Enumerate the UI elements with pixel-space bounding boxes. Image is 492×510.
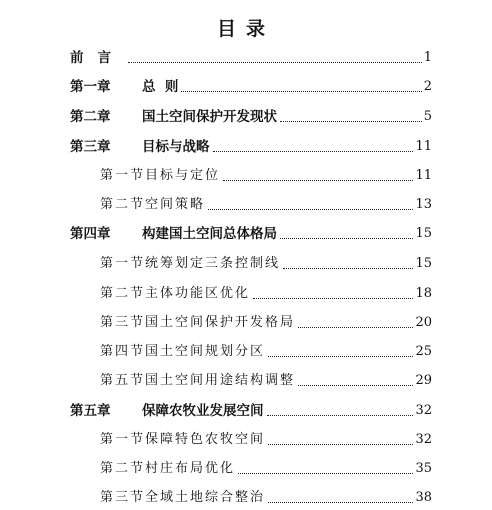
dot-leader [268,443,413,445]
toc-entry-name: 构建国土空间总体格局 [142,226,277,242]
dot-leader [280,120,422,122]
toc-page-number: 15 [415,226,432,241]
dot-leader [128,61,422,63]
toc-entry-name: 目标与战略 [142,139,210,155]
toc-entry-name: 总 则 [142,79,179,95]
toc-page-number: 15 [415,256,432,271]
toc-entry-chapter-1[interactable] [0,73,492,95]
toc-title: 目录 [216,18,275,40]
toc-entry-name: 国土空间保护开发现状 [142,109,277,125]
toc-page-number: 5 [423,109,432,124]
toc-page-number: 32 [415,432,432,447]
toc-entry-label: 第二节空间策略 [100,197,206,212]
toc-page-number: 2 [423,79,432,94]
toc-entry-label: 第三章 [70,139,111,155]
toc-entry-section[interactable] [0,338,492,360]
toc-page-number: 18 [415,286,432,301]
toc-page-number: 29 [415,373,432,388]
dot-leader [268,355,413,357]
toc-entry-label: 第二章 [70,109,111,125]
toc-entry-section[interactable] [0,426,492,448]
dot-leader [238,472,413,474]
toc-entry-section[interactable] [0,484,492,506]
toc-entry-label: 第三节国土空间保护开发格局 [100,315,296,330]
dot-leader [298,326,413,328]
toc-entry-label: 第三节全域土地综合整治 [100,490,266,505]
dot-leader [283,267,413,269]
dot-leader [268,501,413,503]
toc-page-number: 32 [415,403,432,418]
toc-entry-label: 第一节统筹划定三条控制线 [100,256,281,271]
toc-entry-label: 第二节主体功能区优化 [100,286,251,301]
toc-entry-label: 第二节村庄布局优化 [100,461,236,476]
toc-entry-name: 保障农牧业发展空间 [142,403,264,419]
toc-entry-section[interactable] [0,280,492,302]
toc-page-number: 25 [415,344,432,359]
toc-entry-label: 第一节保障特色农牧空间 [100,432,266,447]
toc-entry-label: 第五章 [70,403,111,419]
toc-page-number: 35 [415,461,432,476]
toc-entry-label: 第五节国土空间用途结构调整 [100,373,296,388]
toc-entry-label: 第四章 [70,226,111,242]
dot-leader [253,297,413,299]
dot-leader [223,179,413,181]
dot-leader [267,414,414,416]
dot-leader [208,208,413,210]
toc-page-number: 38 [415,490,432,505]
toc-page-number: 11 [415,168,432,183]
toc-entry-preface[interactable] [0,44,492,66]
dot-leader [298,384,413,386]
toc-page-number: 13 [415,197,432,212]
toc-entry-section[interactable] [0,250,492,272]
toc-entry-section[interactable] [0,309,492,331]
dot-leader [181,90,421,92]
toc-entry-section[interactable] [0,367,492,389]
toc-entry-section[interactable] [0,191,492,213]
dot-leader [280,237,413,239]
toc-entry-chapter-5[interactable] [0,397,492,419]
toc-page-number: 1 [423,50,432,65]
dot-leader [213,150,414,152]
toc-page-number: 20 [415,315,432,330]
toc-entry-section[interactable] [0,455,492,477]
toc-entry-label: 第四节国土空间规划分区 [100,344,266,359]
toc-entry-label: 前言 [70,50,125,66]
toc-entry-chapter-3[interactable] [0,133,492,155]
toc-entry-label: 第一章 [70,79,111,95]
toc-entry-chapter-2[interactable] [0,103,492,125]
toc-page-number: 11 [415,139,432,154]
toc-entry-label: 第一节目标与定位 [100,168,221,183]
toc-entry-section[interactable] [0,162,492,184]
toc-entry-chapter-4[interactable] [0,220,492,242]
